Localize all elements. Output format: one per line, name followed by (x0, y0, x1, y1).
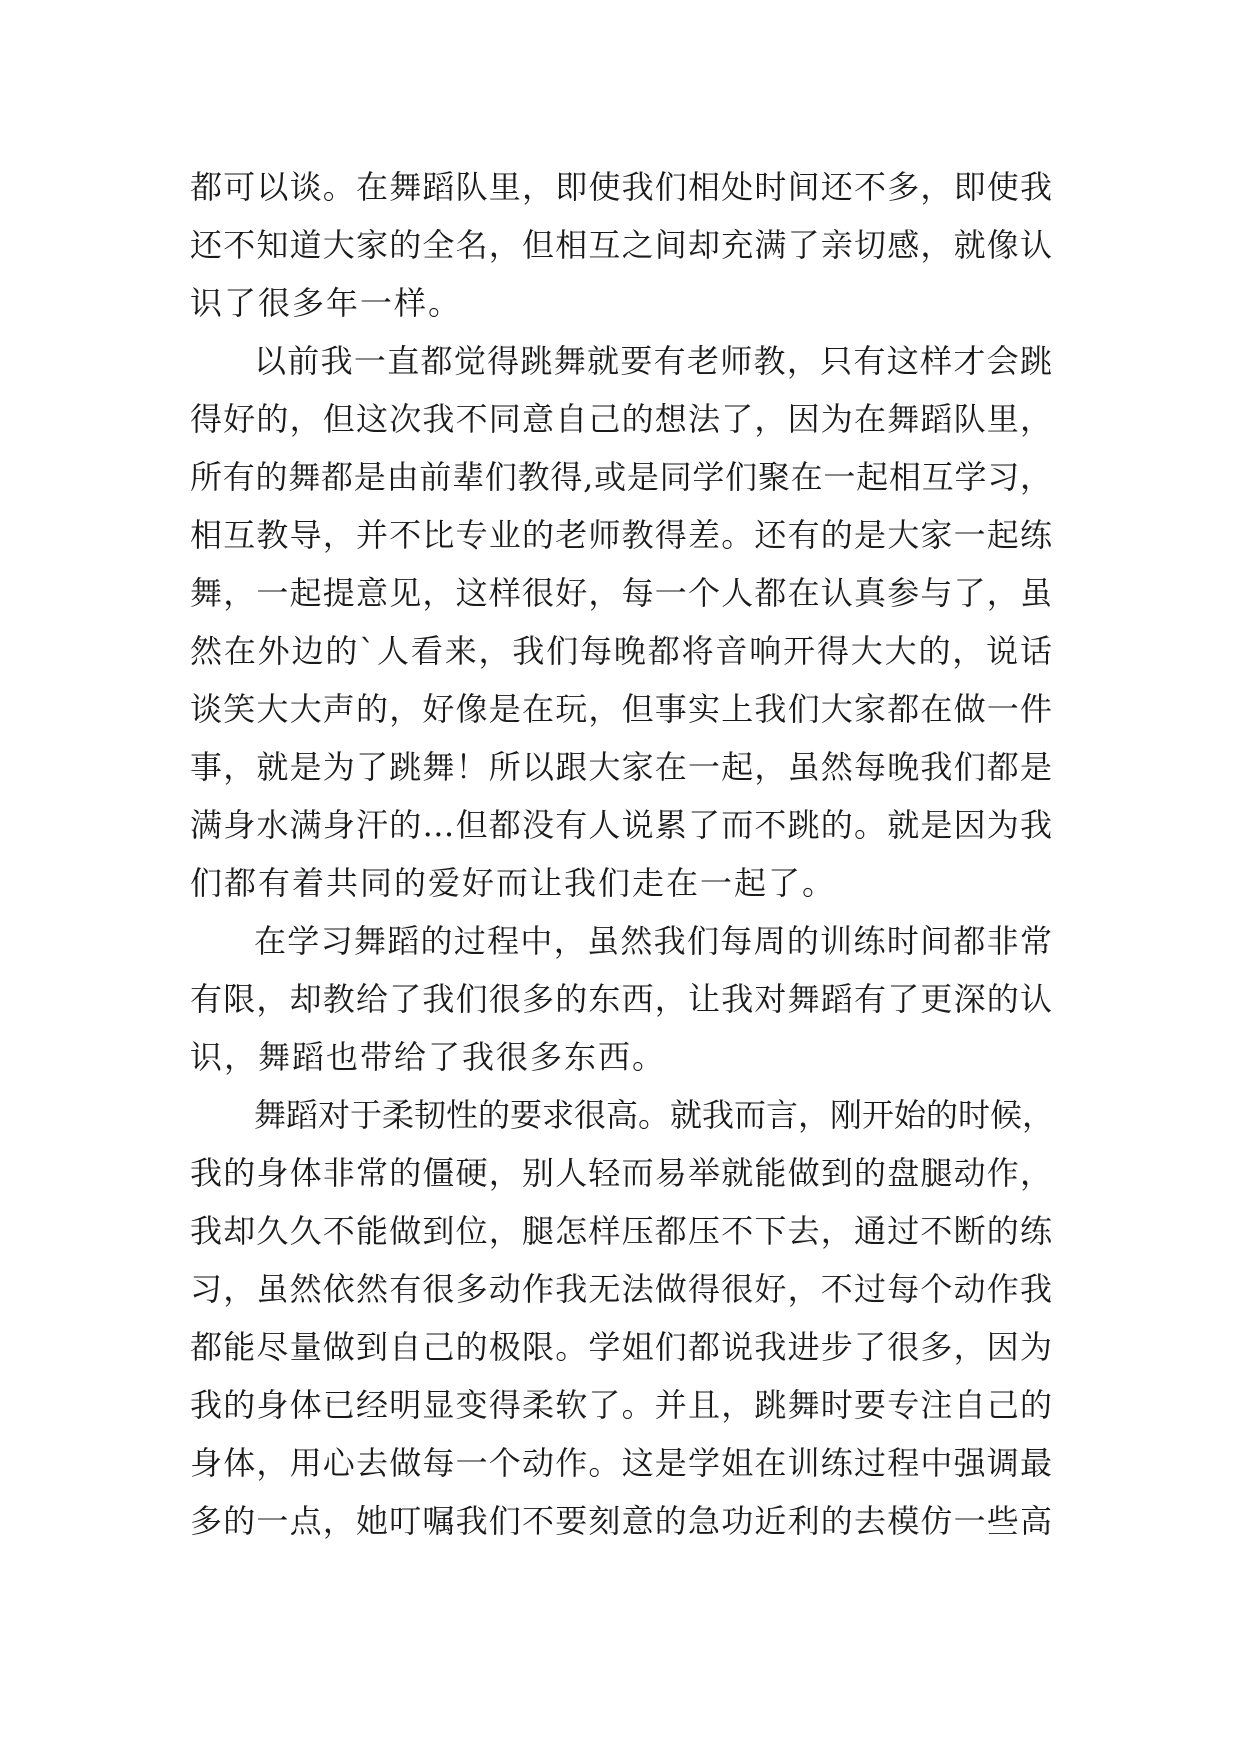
text-line: 还不知道大家的全名，但相互之间却充满了亲切感，就像认 (190, 226, 1052, 264)
paragraph (190, 912, 1052, 1086)
text-line: 都可以谈。在舞蹈队里，即使我们相处时间还不多，即使我 (190, 168, 1052, 206)
document-body (190, 158, 1055, 1550)
text-line: 我却久久不能做到位，腿怎样压都压不下去，通过不断的练 (190, 1212, 1052, 1250)
text-line: 有限，却教给了我们很多的东西，让我对舞蹈有了更深的认 (190, 980, 1052, 1018)
text-line: 舞，一起提意见，这样很好，每一个人都在认真参与了，虽 (190, 574, 1052, 612)
text-line: 都能尽量做到自己的极限。学姐们都说我进步了很多，因为 (190, 1328, 1052, 1366)
text-line: 舞蹈对于柔韧性的要求很高。就我而言，刚开始的时候， (254, 1096, 1055, 1134)
text-line: 多的一点，她叮嘱我们不要刻意的急功近利的去模仿一些高 (190, 1502, 1052, 1540)
paragraph (190, 158, 1052, 332)
text-line: 然在外边的`人看来，我们每晚都将音响开得大大的，说话 (190, 632, 1052, 670)
text-line: 们都有着共同的爱好而让我们走在一起了。 (190, 864, 837, 902)
text-line: 识，舞蹈也带给了我很多东西。 (190, 1038, 667, 1076)
text-line: 相互教导，并不比专业的老师教得差。还有的是大家一起练 (190, 516, 1052, 554)
text-line: 事，就是为了跳舞！所以跟大家在一起，虽然每晚我们都是 (190, 748, 1052, 786)
text-line: 得好的，但这次我不同意自己的想法了，因为在舞蹈队里， (190, 400, 1052, 438)
text-line: 我的身体已经明显变得柔软了。并且，跳舞时要专注自己的 (190, 1386, 1052, 1424)
text-line: 我的身体非常的僵硬，别人轻而易举就能做到的盘腿动作， (190, 1154, 1052, 1192)
paragraph (190, 332, 1052, 912)
text-line: 所有的舞都是由前辈们教得,或是同学们聚在一起相互学习， (190, 458, 1052, 496)
text-line: 满身水满身汗的…但都没有人说累了而不跳的。就是因为我 (190, 806, 1052, 844)
text-line: 以前我一直都觉得跳舞就要有老师教，只有这样才会跳 (254, 342, 1052, 380)
paragraph (190, 1086, 1055, 1550)
text-line: 身体，用心去做每一个动作。这是学姐在训练过程中强调最 (190, 1444, 1052, 1482)
text-line: 习，虽然依然有很多动作我无法做得很好，不过每个动作我 (190, 1270, 1052, 1308)
text-line: 在学习舞蹈的过程中，虽然我们每周的训练时间都非常 (254, 922, 1052, 960)
text-line: 识了很多年一样。 (190, 284, 463, 322)
text-line: 谈笑大大声的，好像是在玩，但事实上我们大家都在做一件 (190, 690, 1052, 728)
